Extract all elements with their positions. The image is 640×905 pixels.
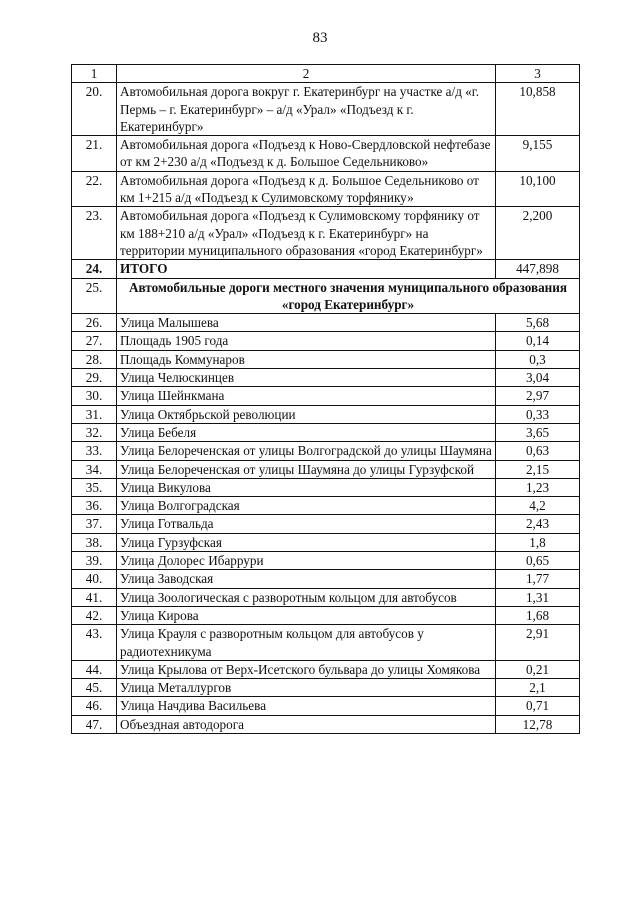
table-row: [72, 552, 580, 570]
road-length: 0,3: [496, 350, 580, 368]
road-length: 2,91: [496, 625, 580, 661]
road-length: 5,68: [496, 314, 580, 332]
section-title: Автомобильные дороги местного значения муниципального образования «город Екатеринбург»: [117, 278, 580, 314]
table-row: [72, 478, 580, 496]
table-row: [72, 442, 580, 460]
road-name: Улица Заводская: [117, 570, 496, 588]
table-row: [72, 515, 580, 533]
table-row: [72, 606, 580, 624]
row-number: 28.: [72, 350, 117, 368]
road-name: Улица Волгоградская: [117, 497, 496, 515]
road-length: 3,65: [496, 423, 580, 441]
road-name: Объездная автодорога: [117, 715, 496, 733]
road-length: 2,15: [496, 460, 580, 478]
row-number: 34.: [72, 460, 117, 478]
table-row: [72, 171, 580, 207]
road-name: Автомобильная дорога вокруг г. Екатеринбург на участке а/д «г. Пермь – г. Екатеринбург» – а/д «Урал» «Подъезд к г. Екатеринбург»: [117, 83, 496, 136]
road-name: Улица Белореченская от улицы Волгоградской до улицы Шаумяна: [117, 442, 496, 460]
table-row: [72, 314, 580, 332]
table-row: [72, 423, 580, 441]
road-name: Площадь 1905 года: [117, 332, 496, 350]
road-length: 9,155: [496, 136, 580, 172]
table-row: [72, 460, 580, 478]
header-col-2: 2: [117, 65, 496, 83]
row-number: 45.: [72, 679, 117, 697]
road-name: Улица Гурзуфская: [117, 533, 496, 551]
table-row: [72, 697, 580, 715]
road-length: 1,8: [496, 533, 580, 551]
table-row: [72, 588, 580, 606]
row-number: 32.: [72, 423, 117, 441]
road-name: Улица Октябрьской революции: [117, 405, 496, 423]
header-col-3: 3: [496, 65, 580, 83]
table-row: [72, 660, 580, 678]
road-length: 2,1: [496, 679, 580, 697]
row-number: 31.: [72, 405, 117, 423]
total-row: [72, 260, 580, 278]
table-row: [72, 207, 580, 260]
section-number: 25.: [72, 278, 117, 314]
row-number: 46.: [72, 697, 117, 715]
road-length: 1,31: [496, 588, 580, 606]
table-row: [72, 570, 580, 588]
road-length: 0,14: [496, 332, 580, 350]
total-label: ИТОГО: [117, 260, 496, 278]
road-name: Улица Кирова: [117, 606, 496, 624]
road-name: Улица Шейнкмана: [117, 387, 496, 405]
row-number: 39.: [72, 552, 117, 570]
row-number: 30.: [72, 387, 117, 405]
section-row: [72, 278, 580, 314]
row-number: 20.: [72, 83, 117, 136]
road-length: 2,43: [496, 515, 580, 533]
row-number: 37.: [72, 515, 117, 533]
table-row: [72, 350, 580, 368]
road-name: Улица Белореченская от улицы Шаумяна до улицы Гурзуфской: [117, 460, 496, 478]
table-row: [72, 387, 580, 405]
road-name: Улица Челюскинцев: [117, 369, 496, 387]
road-length: 10,858: [496, 83, 580, 136]
row-number: 36.: [72, 497, 117, 515]
table-row: [72, 83, 580, 136]
road-name: Улица Викулова: [117, 478, 496, 496]
road-length: 0,63: [496, 442, 580, 460]
road-length: 0,21: [496, 660, 580, 678]
roads-table: [71, 64, 580, 734]
road-length: 2,200: [496, 207, 580, 260]
row-number: 21.: [72, 136, 117, 172]
street-rows: [72, 314, 580, 734]
row-number: 22.: [72, 171, 117, 207]
road-length: 3,04: [496, 369, 580, 387]
total-value: 447,898: [496, 260, 580, 278]
row-number: 38.: [72, 533, 117, 551]
road-name: Улица Крылова от Верх-Исетского бульвара до улицы Хомякова: [117, 660, 496, 678]
row-number: 43.: [72, 625, 117, 661]
table-row: [72, 332, 580, 350]
row-number: 40.: [72, 570, 117, 588]
road-name: Автомобильная дорога «Подъезд к Сулимовскому торфянику от км 188+210 а/д «Урал» «Подъезд к г. Екатеринбург» на территории муниципального образования «город Екатеринбург»: [117, 207, 496, 260]
road-length: 4,2: [496, 497, 580, 515]
table-row: [72, 625, 580, 661]
table-row: [72, 715, 580, 733]
table-row: [72, 497, 580, 515]
road-length: 0,65: [496, 552, 580, 570]
road-name: Улица Металлургов: [117, 679, 496, 697]
row-number: 33.: [72, 442, 117, 460]
road-name: Улица Бебеля: [117, 423, 496, 441]
road-name: Улица Малышева: [117, 314, 496, 332]
road-name: Площадь Коммунаров: [117, 350, 496, 368]
road-length: 2,97: [496, 387, 580, 405]
row-number: 26.: [72, 314, 117, 332]
table-row: [72, 369, 580, 387]
road-name: Автомобильная дорога «Подъезд к Ново-Свердловской нефтебазе от км 2+230 а/д «Подъезд к д. Большое Седельниково»: [117, 136, 496, 172]
road-length: 12,78: [496, 715, 580, 733]
row-number: 42.: [72, 606, 117, 624]
page-number: 83: [312, 30, 328, 46]
road-name: Улица Зоологическая с разворотным кольцом для автобусов: [117, 588, 496, 606]
row-number: 29.: [72, 369, 117, 387]
row-number: 47.: [72, 715, 117, 733]
table-row: [72, 136, 580, 172]
row-number: 35.: [72, 478, 117, 496]
road-length: 1,68: [496, 606, 580, 624]
road-length: 0,33: [496, 405, 580, 423]
table-header-row: [72, 65, 580, 83]
table-row: [72, 679, 580, 697]
header-col-1: 1: [72, 65, 117, 83]
road-name: Автомобильная дорога «Подъезд к д. Большое Седельниково от км 1+215 а/д «Подъезд к Сулимовскому торфянику»: [117, 171, 496, 207]
road-name: Улица Готвальда: [117, 515, 496, 533]
table-row: [72, 405, 580, 423]
row-number: 44.: [72, 660, 117, 678]
road-length: 10,100: [496, 171, 580, 207]
total-number: 24.: [72, 260, 117, 278]
road-name: Улица Начдива Васильева: [117, 697, 496, 715]
road-name: Улица Крауля с разворотным кольцом для автобусов у радиотехникума: [117, 625, 496, 661]
road-length: 1,23: [496, 478, 580, 496]
road-length: 1,77: [496, 570, 580, 588]
road-length: 0,71: [496, 697, 580, 715]
row-number: 27.: [72, 332, 117, 350]
table-row: [72, 533, 580, 551]
row-number: 41.: [72, 588, 117, 606]
road-name: Улица Долорес Ибаррури: [117, 552, 496, 570]
row-number: 23.: [72, 207, 117, 260]
